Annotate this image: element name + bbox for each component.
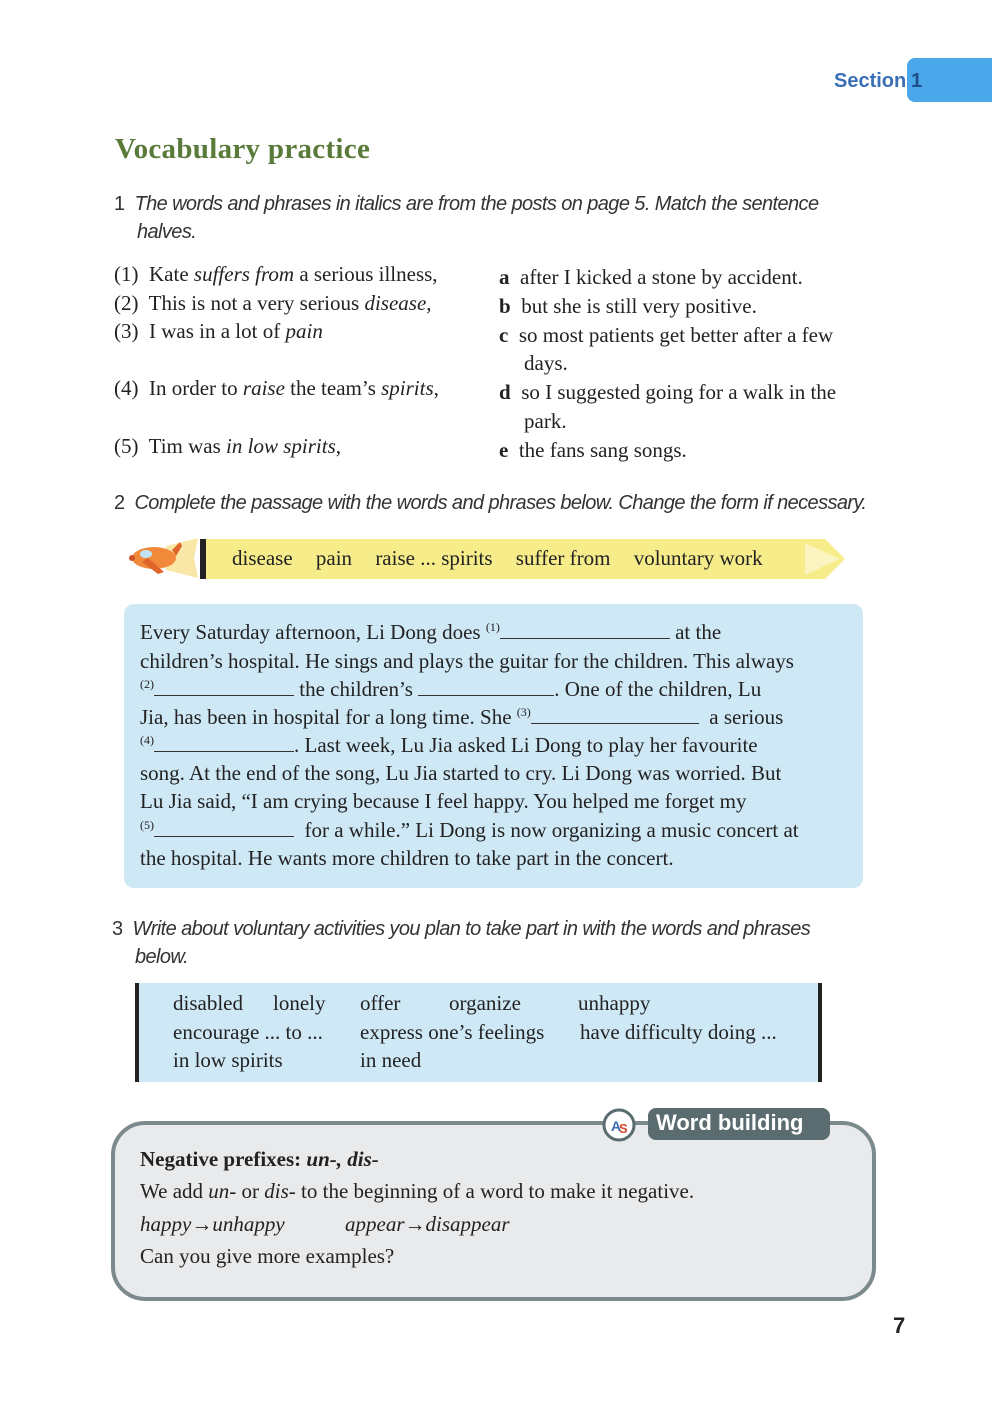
text: after I kicked a stone by accident. [520,265,803,289]
text: We add [140,1179,209,1203]
passage-line [140,733,758,758]
word-item: in low spirits [173,1048,283,1072]
instruction-text-cont: halves. [137,221,197,243]
match-left-5 [114,434,341,459]
text: , [426,291,432,315]
svg-text:S: S [619,1121,628,1136]
italic-phrase: disease [364,291,427,315]
word-building-title: Word building [656,1110,804,1135]
word-bank-item: raise ... spirits [375,546,493,570]
text: Tim was [148,434,227,458]
item-num: (2) [114,291,139,315]
word-item: organize [449,991,521,1015]
word-item: encourage ... to ... [173,1020,323,1044]
blank-number: (4) [140,733,154,747]
text: but she is still very positive. [521,294,757,318]
word-item: have difficulty doing ... [580,1020,777,1044]
text: the team’s [284,376,382,400]
word-bank-item: suffer from [515,546,611,570]
text: . Last week, Lu Jia asked Li Dong to play her favourite [294,733,758,757]
exercise-number: 1 [114,193,125,215]
italic-phrase: pain [285,319,323,343]
item-num: (4) [114,376,139,400]
word-item: offer [360,991,401,1015]
svg-text:A: A [611,1118,622,1134]
instruction-text: Complete the passage with the words and phrases below. Change the form if necessary. [134,492,867,514]
italic-phrase: suffers from [193,262,295,286]
exercise-3-instruction [112,918,810,941]
word-bank-item: voluntary work [633,546,763,570]
word-item: lonely [273,991,326,1015]
match-left-1 [114,262,438,287]
exercise-number: 2 [114,492,125,514]
text: so I suggested going for a walk in the [521,380,837,404]
blank-number: (3) [516,705,531,719]
text: , [335,434,341,458]
word-building-text [140,1179,694,1204]
blank-number: (1) [485,620,500,634]
text: Jia, has been in hospital for a long time. She [140,705,517,729]
match-right-c [499,323,833,348]
text: In order to [149,376,243,400]
word-building-question: Can you give more examples? [140,1244,395,1268]
match-right-d-cont: park. [524,409,567,433]
word-building-heading [140,1147,379,1172]
word-building-example-2: appear→disappear [345,1212,510,1236]
passage-line [140,818,799,843]
airplane-icon [128,536,208,580]
instruction-text: The words and phrases in italics are from the posts on page 5. Match the sentence [134,193,819,215]
text: a serious [704,705,784,729]
passage-line: Lu Jia said, “I am crying because I feel happy. You helped me forget my [140,789,747,813]
exercise-2-instruction [114,492,866,515]
match-right-a [499,265,803,290]
section-number: 1 [911,70,923,92]
word-building-example-1: happy→unhappy [140,1212,285,1236]
text: I was in a lot of [149,319,286,343]
item-num: (3) [114,319,139,343]
section-label: Section [834,70,907,92]
word-bank [232,546,781,571]
text: Negative prefixes: [140,1147,307,1171]
blank-number: (5) [140,818,154,832]
exercise-1-instruction [114,193,818,216]
italic-phrase: dis- [264,1179,296,1203]
word-item: express one’s feelings [360,1020,545,1044]
text: This is not a very serious [148,291,365,315]
text: , [433,376,439,400]
text: or [236,1179,265,1203]
item-num: (1) [114,262,139,286]
passage-line [140,705,783,730]
word-item: in need [360,1048,422,1072]
passage-line [140,677,761,702]
italic-phrase: in low spirits [226,434,336,458]
passage-line [140,620,721,645]
blank-1[interactable] [500,620,670,639]
text: . One of the children, Lu [554,677,762,701]
word-item: unhappy [578,991,651,1015]
text: Kate [149,262,194,286]
text: the fans sang songs. [518,438,687,462]
instruction-text-cont: below. [135,946,189,968]
match-left-4 [114,376,439,401]
match-left-3 [114,319,323,344]
text: the children’s [294,677,419,701]
item-letter: b [499,294,511,318]
passage-line: song. At the end of the song, Lu Jia started to cry. Li Dong was worried. But [140,761,782,785]
text: for a while.” Li Dong is now organizing a music concert at [299,818,799,842]
match-right-e [499,438,687,463]
blank-4[interactable] [154,733,294,752]
item-num: (5) [114,434,139,458]
italic-phrase: raise [242,376,285,400]
italic-phrase: spirits [381,376,434,400]
match-right-b [499,294,757,319]
match-right-d [499,380,836,405]
word-building-icon [602,1108,636,1142]
blank-number: (2) [140,677,154,691]
item-letter: a [499,265,510,289]
text: Every Saturday afternoon, Li Dong does [140,620,486,644]
blank-2b[interactable] [418,677,554,696]
exercise-number: 3 [112,918,123,940]
word-item: disabled [173,991,243,1015]
blank-3[interactable] [531,705,699,724]
word-bank-item: pain [315,546,353,570]
text: at the [669,620,722,644]
italic-phrase: un-, dis- [306,1147,379,1171]
match-right-c-cont: days. [524,351,568,375]
italic-phrase: un- [208,1179,237,1203]
text: to the beginning of a word to make it negative. [295,1179,695,1203]
instruction-text: Write about voluntary activities you plan to take part in with the words and phrases [132,918,811,940]
blank-2[interactable] [154,677,294,696]
passage-line: children’s hospital. He sings and plays the guitar for the children. This always [140,649,794,673]
page-title: Vocabulary practice [115,133,371,165]
item-letter: e [499,438,509,462]
page-number: 7 [893,1313,906,1338]
word-bank-item: disease [232,546,293,570]
text: a serious illness, [294,262,438,286]
item-letter: c [499,323,509,347]
text: so most patients get better after a few [518,323,834,347]
item-letter: d [499,380,511,404]
blank-5[interactable] [154,818,294,837]
passage-line: the hospital. He wants more children to take part in the concert. [140,846,674,870]
match-left-2 [114,291,432,316]
